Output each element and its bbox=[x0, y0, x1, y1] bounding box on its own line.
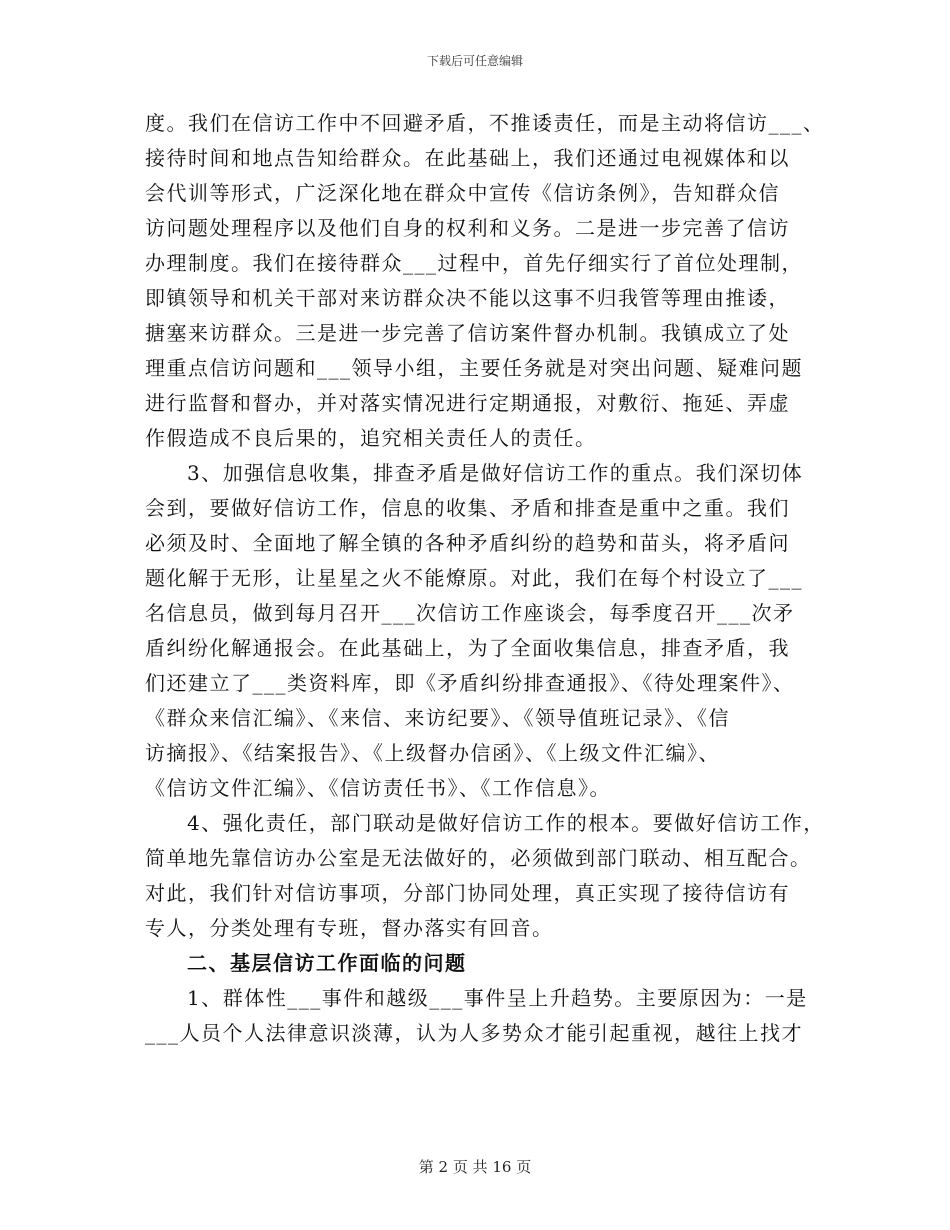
text-line: 《信访文件汇编》、《信访责任书》、《工作信息》。 bbox=[145, 776, 611, 800]
text-line: 3、加强信息收集，排查矛盾是做好信访工作的重点。我们深切体 bbox=[187, 461, 804, 485]
text-line: 会代训等形式，广泛深化地在群众中宣传《信访条例》，告知群众信 bbox=[145, 181, 780, 205]
text-line: 访问题处理程序以及他们自身的权利和义务。二是进一步完善了信访 bbox=[145, 216, 790, 240]
text-line: 对此，我们针对信访事项，分部门协同处理，真正实现了接待信访有 bbox=[145, 881, 790, 905]
text-line: 访摘报》、《结案报告》、《上级督办信函》、《上级文件汇编》、 bbox=[145, 741, 720, 765]
text-line: 会到，要做好信访工作，信息的收集、矛盾和排查是重中之重。我们 bbox=[145, 496, 790, 520]
text-line: 4、强化责任，部门联动是做好信访工作的根本。要做好信访工作， bbox=[187, 811, 825, 835]
text-line: 搪塞来访群众。三是进一步完善了信访案件督办机制。我镇成立了处 bbox=[145, 321, 790, 345]
text-line: 即镇领导和机关干部对来访群众决不能以这事不归我管等理由推诿， bbox=[145, 286, 790, 310]
text-line: 名信息员，做到每月召开___次信访工作座谈会，每季度召开___次矛 bbox=[145, 601, 795, 625]
text-line: 作假造成不良后果的，追究相关责任人的责任。 bbox=[145, 426, 597, 450]
paragraph bbox=[145, 456, 810, 806]
section-heading: 二、基层信访工作面临的问题 bbox=[187, 951, 467, 975]
text-line: 接待时间和地点告知给群众。在此基础上，我们还通过电视媒体和以 bbox=[145, 146, 790, 170]
paragraph bbox=[145, 806, 825, 946]
text-line: 题化解于无形，让星星之火不能燎原。对此，我们在每个村设立了___ bbox=[145, 566, 803, 590]
text-line: 度。我们在信访工作中不回避矛盾，不推诿责任，而是主动将信访___、 bbox=[145, 111, 825, 135]
page-number: 第 2 页 共 16 页 bbox=[418, 1158, 532, 1176]
text-line: ___人员个人法律意识淡薄，认为人多势众才能引起重视，越往上找才 bbox=[145, 1021, 803, 1045]
page-header-note: 下载后可任意编辑 bbox=[426, 54, 523, 68]
text-line: 1、群体性___事件和越级___事件呈上升趋势。主要原因为：一是 bbox=[187, 986, 808, 1010]
text-line: 简单地先靠信访办公室是无法做好的，必须做到部门联动、相互配合。 bbox=[145, 846, 812, 870]
text-line: 办理制度。我们在接待群众___过程中，首先仔细实行了首位处理制， bbox=[145, 251, 803, 275]
paragraph bbox=[145, 106, 825, 456]
document-body bbox=[145, 106, 825, 1051]
text-line: 《群众来信汇编》、《来信、来访纪要》、《领导值班记录》、《信 bbox=[145, 706, 730, 730]
text-line: 专人，分类处理有专班，督办落实有回音。 bbox=[145, 916, 554, 940]
paragraph bbox=[145, 981, 810, 1051]
text-line: 们还建立了___类资料库，即《矛盾纠纷排查通报》、《待处理案件》、 bbox=[145, 671, 795, 695]
text-line: 必须及时、全面地了解全镇的各种矛盾纠纷的趋势和苗头，将矛盾问 bbox=[145, 531, 790, 555]
text-line: 进行监督和督办，并对落实情况进行定期通报，对敷衍、拖延、弄虚 bbox=[145, 391, 790, 415]
text-line: 理重点信访问题和___领导小组，主要任务就是对突出问题、疑难问题 bbox=[145, 356, 803, 380]
text-line: 盾纠纷化解通报会。在此基础上，为了全面收集信息，排查矛盾，我 bbox=[145, 636, 790, 660]
